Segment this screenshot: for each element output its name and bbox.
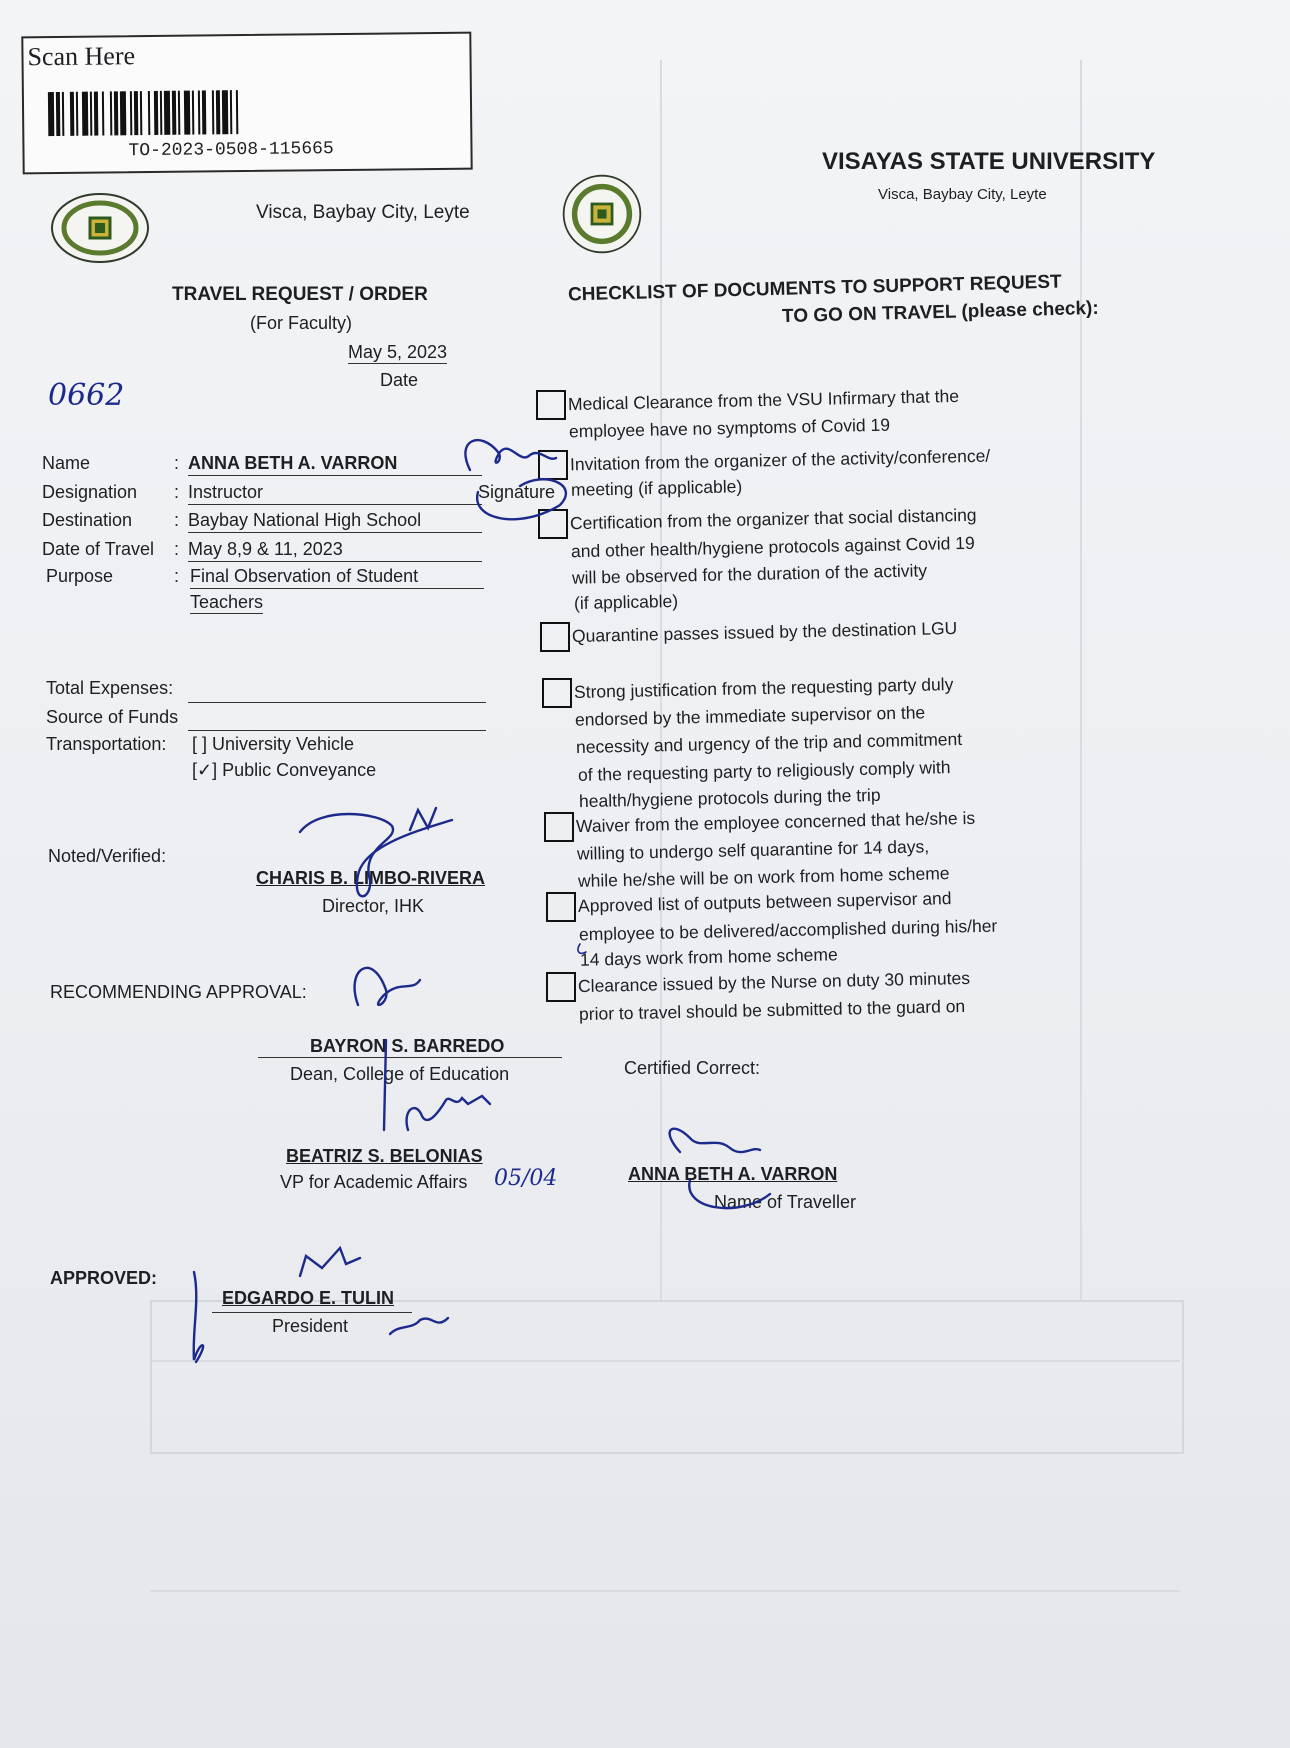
rec2-date: 05/04 [494, 1166, 558, 1191]
certified-label: Certified Correct: [624, 1058, 761, 1078]
scan-code: TO-2023-0508-115665 [128, 139, 334, 162]
checklist-title-2: TO GO ON TRAVEL (please check): [781, 297, 1099, 328]
checklist-item-text: Medical Clearance from the VSU Infirmary that the [567, 385, 960, 415]
purpose-label: Purpose [46, 566, 114, 586]
checklist-item-text: Strong justification from the requesting party duly [573, 674, 954, 702]
checklist-item-text: willing to undergo self quarantine for 14 days, [577, 835, 930, 864]
destination-label: Destination [42, 510, 133, 530]
travel-date-value: May 8,9 & 11, 2023 [188, 539, 482, 562]
noted-title: Director, IHK [322, 896, 425, 916]
recommending-label: RECOMMENDING APPROVAL: [50, 982, 307, 1002]
checklist-item-text: Invitation from the organizer of the activity/conference/ [569, 445, 991, 475]
university-title: VISAYAS STATE UNIVERSITY [822, 148, 1156, 175]
scan-label: Scan Here [27, 41, 136, 72]
date-value: May 5, 2023 [348, 342, 448, 362]
date-label: Date [380, 370, 419, 390]
funds-label: Source of Funds [46, 707, 179, 727]
checklist-item-text: employee have no symptoms of Covid 19 [569, 414, 891, 441]
transport-public-conveyance[interactable]: [✓] Public Conveyance [192, 760, 377, 780]
name-value: ANNA BETH A. VARRON [188, 453, 482, 476]
rec1-name: BAYRON S. BARREDO [310, 1036, 505, 1056]
checklist-item-text: meeting (if applicable) [570, 475, 743, 500]
approver-name: EDGARDO E. TULIN [222, 1288, 395, 1308]
approver-title: President [272, 1316, 349, 1336]
rec1-title: Dean, College of Education [290, 1064, 510, 1084]
checklist-item-text: while he/she will be on work from home scheme [578, 863, 951, 892]
purpose-value-2: Teachers [190, 592, 264, 612]
checklist-item-text: (if applicable) [573, 590, 678, 613]
applicant-signature-icon [465, 440, 556, 470]
traveller-label: Name of Traveller [714, 1192, 857, 1212]
traveller-signature-icon [670, 1129, 760, 1152]
signature-label: Signature [478, 482, 556, 502]
checklist-item-text: Quarantine passes issued by the destination LGU [571, 617, 958, 647]
checklist-item-text: will be observed for the duration of the activity [572, 560, 928, 588]
rec2-title: VP for Academic Affairs [280, 1172, 468, 1192]
university-address: Visca, Baybay City, Leyte [878, 186, 1047, 203]
noted-name: CHARIS B. LIMBO-RIVERA [256, 868, 485, 888]
checklist-item-text: prior to travel should be submitted to the guard on [579, 995, 966, 1024]
approver-signature-icon [300, 1248, 360, 1276]
approved-label: APPROVED: [50, 1268, 158, 1288]
handwritten-number: 0662 [48, 378, 125, 413]
checklist-item-text: 14 days work from home scheme [580, 944, 839, 970]
expenses-label: Total Expenses: [46, 678, 174, 698]
travel-date-label: Date of Travel [42, 539, 155, 559]
rec1-signature-icon [355, 968, 420, 1005]
transport-label: Transportation: [46, 734, 167, 754]
rec2-name: BEATRIZ S. BELONIAS [286, 1146, 483, 1166]
checklist-item-text: employee to be delivered/accomplished during his/her [579, 915, 998, 944]
noted-label: Noted/Verified: [48, 846, 167, 866]
form-subtitle: (For Faculty) [250, 313, 353, 333]
checklist-item-text: endorsed by the immediate supervisor on the [575, 701, 926, 730]
checklist-item-text: and other health/hygiene protocols against Covid 19 [571, 532, 976, 561]
checklist-item-text: Approved list of outputs between supervisor and [577, 888, 952, 916]
designation-label: Designation [42, 482, 138, 502]
checklist-item-text: health/hygiene protocols during the trip [578, 785, 881, 812]
checklist-item-text: necessity and urgency of the trip and commitment [576, 729, 963, 758]
checklist-title-1: CHECKLIST OF DOCUMENTS TO SUPPORT REQUEST [567, 271, 1062, 306]
transport-university-vehicle[interactable]: [ ] University Vehicle [192, 734, 355, 754]
traveller-name: ANNA BETH A. VARRON [628, 1164, 838, 1184]
university-address-left: Visca, Baybay City, Leyte [256, 202, 470, 223]
checklist-item-text: of the requesting party to religiously comply with [577, 756, 951, 785]
document-page: Scan Here TO-2023-0508-115665 VISAYAS STATE UNIVERSITY Visca, Baybay City, Leyte Visca, Baybay City, Leyte TRAVEL REQUEST / ORDER (For Faculty) May 5, 2023 Date 0662 Name : ANNA BETH A. VARRON Designation : Instructor Destination : Baybay National High School Date of Travel : May 8,9 & 11, 2023 Purpose : Final Observation of Student Teachers Signature Total Expenses: Source of Funds Transportation: [ ] University Vehicle [✓] Public Conveyance Noted/Verified: CHARIS B. LIMBO-RIVERA Director, IHK RECOMMENDING APPROVAL: BAYRON S. BARREDO Dean, College of Education BEATRIZ S. BELONIAS VP for Academic Affairs 05/04 APPROVED: EDGARDO E. TULIN President CHECKLIST OF DOCUMENTS TO SUPPORT REQUEST TO GO ON TRAVEL (please check): Medical Clearance from the VSU Infirmary that the employee have no symptoms of Covid 19 Invitation from the organizer of the activity/conference/ meeting (if applicable) Certification from the organizer that social distancing and other health/hygiene protocols against Covid 19 will be observed for the duration of the activity (if applicable) Quarantine passes issued by the destination LGU Strong justification from the requesting party duly endorsed by the immediate supervisor on the necessity and urgency of the trip and commitment of the requesting party to religiously comply with health/hygiene protocols during the trip Waiver from the employee concerned that he/she is willing to undergo self quarantine for 14 days, while he/she will be on work from home scheme Approved list of outputs between supervisor and employee to be delivered/accomplished during his/her 14 days work from home scheme Clearance issued by the Nurse on duty 30 minutes prior to travel should be submitted to the guard on Certified Correct: ANNA BETH A. VARRON Name of Traveller [0, 0, 1290, 1748]
name-label: Name [42, 453, 91, 473]
designation-value: Instructor [188, 482, 482, 505]
purpose-value-1: Final Observation of Student [190, 566, 484, 589]
form-title: TRAVEL REQUEST / ORDER [172, 284, 428, 305]
rec2-signature-icon [407, 1096, 490, 1130]
checklist-item-text: Clearance issued by the Nurse on duty 30 minutes [577, 967, 971, 997]
checklist-item-text: Certification from the organizer that social distancing [569, 504, 977, 534]
destination-value: Baybay National High School [188, 510, 482, 533]
checklist-item-text: Waiver from the employee concerned that he/she is [575, 807, 976, 837]
